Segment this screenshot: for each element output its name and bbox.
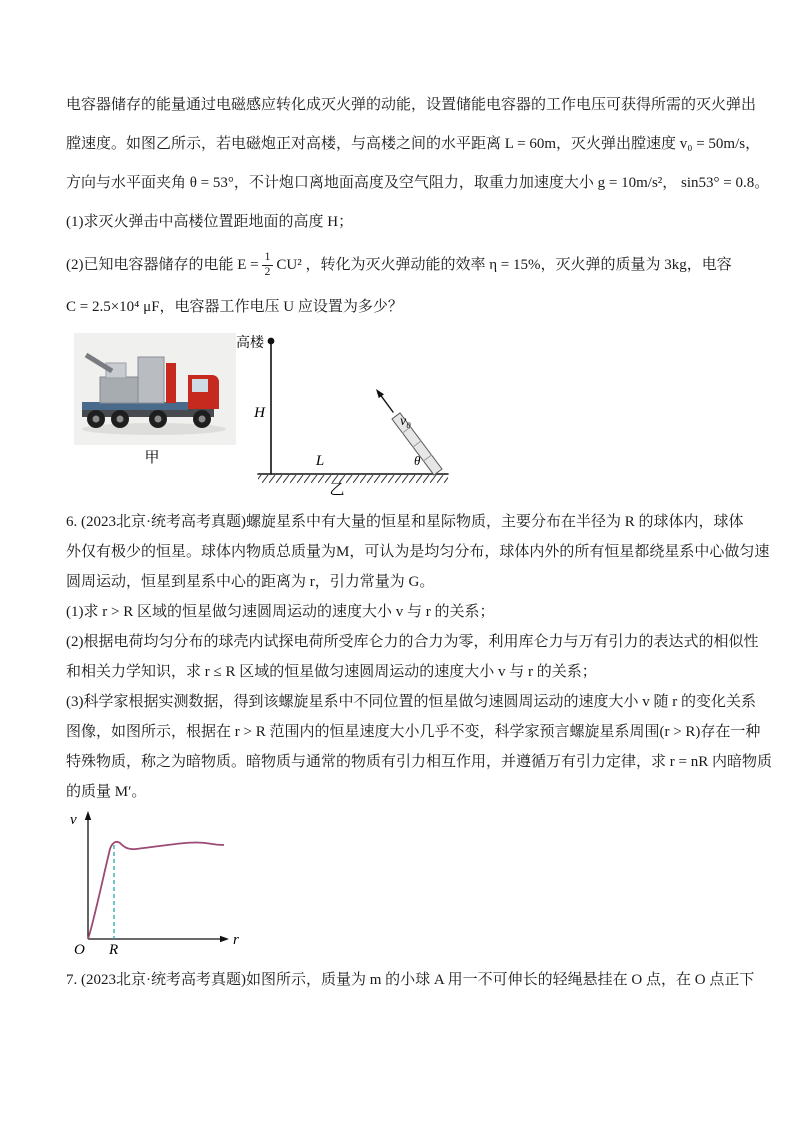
text-line: 膛速度。如图乙所示，若电磁炮正对高楼，与高楼之间的水平距离 L = 60m，灭火弹出膛速度 v₀ = 50m/s，	[66, 136, 761, 152]
origin-label: O	[74, 942, 85, 958]
question7-body	[66, 965, 755, 995]
wheel-hub	[117, 416, 124, 423]
text-line: 特殊物质，称之为暗物质。暗物质与通常的物质有引力相互作用，并遵循万有引力定律，求 r = nR 内暗物质	[66, 754, 772, 770]
fraction-suffix: CU² ，转化为灭火弹动能的效率 η = 15%，灭火弹的质量为 3kg，电容	[276, 257, 732, 273]
label-jia: 甲	[144, 450, 160, 466]
fraction-prefix: (2)已知电容器储存的电能 E =	[66, 257, 259, 273]
figure-vr-graph	[66, 809, 732, 961]
text-line: 图像，如图所示，根据在 r > R 范围内的恒星速度大小几乎不变，科学家预言螺旋星系周围(r > R)存在一种	[66, 724, 761, 740]
text-line: 7. (2023北京·统考高考真题)如图所示，质量为 m 的小球 A 用一不可伸长的轻绳悬挂在 O 点，在 O 点正下	[66, 972, 755, 988]
label-theta: θ	[414, 453, 421, 468]
text-line: (1)求灭火弹击中高楼位置距地面的高度 H；	[66, 214, 354, 230]
figure-projectile	[66, 331, 732, 501]
figure-projectile-svg	[66, 331, 732, 501]
equipment-cabinet	[138, 357, 164, 403]
y-axis-label: v	[70, 812, 77, 828]
ground-hatching	[258, 475, 448, 483]
impact-point	[268, 338, 275, 345]
cab-window	[192, 379, 208, 392]
text-line: (2)根据电荷均匀分布的球壳内试探电荷所受库仑力的合力为零，利用库仑力与万有引力的表达式的相似性	[66, 634, 759, 650]
fraction-numerator: 1	[262, 252, 274, 266]
text-line: (1)求 r > R 区域的恒星做匀速圆周运动的速度大小 v 与 r 的关系；	[66, 604, 495, 620]
projectile-diagram	[236, 334, 448, 498]
question5-body	[66, 86, 770, 327]
text-line-with-fraction	[66, 242, 732, 288]
label-v0: v₀	[400, 414, 412, 429]
equipment-red-panel	[166, 363, 176, 403]
label-yi: 乙	[329, 482, 345, 498]
text-line: 和相关力学知识，求 r ≤ R 区域的恒星做匀速圆周运动的速度大小 v 与 r 的关系；	[66, 664, 597, 680]
text-line: C = 2.5×10⁴ μF，电容器工作电压 U 应设置为多少？	[66, 299, 403, 315]
equipment-base	[100, 377, 138, 403]
wheel-hub	[155, 416, 162, 423]
fraction	[262, 252, 274, 279]
x-axis-arrowhead	[220, 936, 229, 942]
R-tick-label: R	[109, 942, 119, 958]
y-axis-arrowhead	[85, 811, 91, 820]
v0-arrow-line	[380, 394, 394, 412]
fraction-denominator: 2	[264, 266, 271, 278]
velocity-curve	[88, 842, 224, 939]
vr-graph-svg	[66, 809, 732, 961]
text-line: 圆周运动，恒星到星系中心的距离为 r，引力常量为 G。	[66, 574, 435, 590]
label-H: H	[254, 405, 265, 421]
v0-arrowhead	[376, 389, 384, 398]
label-L: L	[315, 453, 325, 469]
wheel-hub	[199, 416, 206, 423]
text-line: 电容器储存的能量通过电磁感应转化成灭火弹的动能，设置储能电容器的工作电压可获得所需的灭火弹出	[66, 97, 757, 113]
page-content	[66, 86, 772, 995]
text-line: 方向与水平面夹角 θ = 53°，不计炮口离地面高度及空气阻力，取重力加速度大小 g = 10m/s²， sin53° = 0.8。	[66, 175, 770, 191]
truck-photo	[74, 333, 236, 445]
text-line: 的质量 M′。	[66, 784, 147, 800]
text-line: (3)科学家根据实测数据，得到该螺旋星系中不同位置的恒星做匀速圆周运动的速度大小 v 随 r 的变化关系	[66, 694, 756, 710]
text-line: 外仅有极少的恒星。球体内物质总质量为M，可认为是均匀分布，球体内外的所有恒星都绕星系中心做匀速	[66, 544, 770, 560]
x-axis-label: r	[233, 932, 239, 948]
question6-body	[66, 507, 772, 807]
wheel-hub	[93, 416, 100, 423]
text-line: 6. (2023北京·统考高考真题)螺旋星系中有大量的恒星和星际物质，主要分布在半径为 R 的球体内，球体	[66, 514, 744, 530]
label-gaolou: 高楼	[236, 336, 264, 351]
